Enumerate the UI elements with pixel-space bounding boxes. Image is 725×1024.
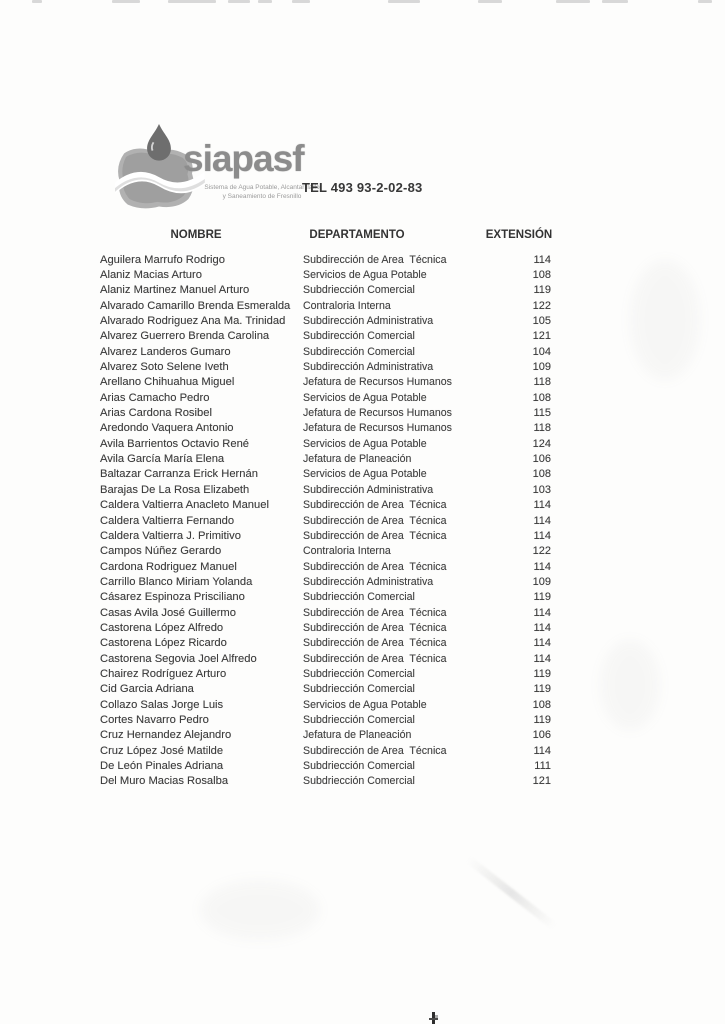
department-cell: Contraloria Interna	[303, 545, 391, 558]
department-cell: Subdirección de Area Técnica	[303, 652, 447, 665]
extension-cell: 118	[533, 376, 551, 389]
name-cell: Avila Barrientos Octavio René	[100, 437, 250, 450]
tagline-line1: Sistema de Agua Potable, Alcantarillado	[204, 184, 320, 191]
table-row	[100, 298, 551, 313]
department-cell: Servicios de Agua Potable	[303, 391, 427, 404]
extension-cell: 118	[533, 422, 551, 435]
extension-cell: 108	[532, 468, 551, 481]
tagline-line2: y Saneamiento de Fresnillo	[222, 192, 302, 200]
department-cell: Subdriección Comercial	[303, 775, 415, 788]
extension-cell: 109	[532, 575, 551, 588]
department-cell: Jefatura de Recursos Humanos	[303, 422, 452, 435]
table-row	[100, 728, 551, 743]
name-cell: Alaniz Martinez Manuel Arturo	[100, 284, 250, 297]
department-cell: Contraloria Interna	[303, 299, 391, 312]
department-cell: Subdirección de Area Técnica	[303, 637, 447, 650]
extension-cell: 121	[532, 775, 551, 788]
name-cell: De León Pinales Adriana	[100, 760, 224, 773]
department-cell: Subdirección Comercial	[303, 345, 415, 358]
table-row	[100, 712, 551, 727]
department-cell: Subdirección Administrativa	[303, 361, 434, 374]
column-header-extension: EXTENSIÓN	[485, 229, 553, 241]
extension-cell: 104	[532, 345, 551, 358]
department-cell: Subdirección de Area Técnica	[303, 529, 447, 542]
table-row	[100, 313, 551, 328]
name-cell: Arias Cardona Rosibel	[100, 407, 212, 420]
name-cell: Caldera Valtierra Fernando	[100, 514, 235, 527]
table-row	[100, 252, 551, 267]
extension-cell: 114	[533, 560, 551, 573]
name-cell: Cruz López José Matilde	[100, 744, 224, 757]
extension-cell: 103	[532, 483, 551, 496]
name-cell: Cruz Hernandez Alejandro	[100, 729, 232, 742]
extension-cell: 119	[533, 591, 551, 604]
table-row	[100, 267, 551, 282]
extension-table	[100, 252, 551, 789]
table-row	[100, 758, 551, 773]
name-cell: Alvarez Landeros Gumaro	[100, 345, 231, 358]
name-cell: Alvarado Rodriguez Ana Ma. Trinidad	[100, 315, 286, 328]
name-cell: Cid Garcia Adriana	[100, 683, 194, 696]
name-cell: Castorena López Ricardo	[100, 637, 227, 650]
table-row	[100, 375, 551, 390]
extension-cell: 122	[532, 545, 551, 558]
department-cell: Subdirección de Area Técnica	[303, 514, 447, 527]
extension-cell: 106	[532, 729, 551, 742]
department-cell: Subdirección Administrativa	[303, 315, 434, 328]
department-cell: Subdirección Comercial	[303, 330, 415, 343]
department-cell: Jefatura de Recursos Humanos	[303, 407, 452, 420]
name-cell: Barajas De La Rosa Elizabeth	[100, 483, 250, 496]
extension-cell: 119	[533, 284, 551, 297]
extension-cell: 114	[533, 621, 551, 634]
department-cell: Subdriección Comercial	[303, 760, 415, 773]
department-cell: Subdirección Administrativa	[303, 575, 434, 588]
extension-cell: 105	[532, 315, 551, 328]
department-cell: Subdirección de Area Técnica	[303, 744, 447, 757]
table-row	[100, 636, 551, 651]
siapasf-logo	[113, 122, 403, 212]
name-cell: Alvarez Guerrero Brenda Carolina	[100, 330, 270, 343]
extension-cell: 115	[533, 407, 551, 420]
department-cell: Jefatura de Planeación	[303, 453, 412, 466]
name-cell: Cásarez Espinoza Prisciliano	[100, 591, 245, 604]
name-cell: Caldera Valtierra J. Primitivo	[100, 529, 241, 542]
extension-cell: 119	[533, 713, 551, 726]
name-cell: Chairez Rodríguez Arturo	[100, 667, 227, 680]
department-cell: Subdirección Administrativa	[303, 483, 434, 496]
extension-cell: 124	[532, 437, 551, 450]
department-cell: Subdriección Comercial	[303, 683, 415, 696]
table-row	[100, 559, 551, 574]
name-cell: Casas Avila José Guillermo	[100, 606, 236, 619]
department-cell: Servicios de Agua Potable	[303, 269, 427, 282]
extension-cell: 106	[532, 453, 551, 466]
scan-smudge	[600, 640, 660, 730]
department-cell: Subdriección Comercial	[303, 284, 415, 297]
department-cell: Servicios de Agua Potable	[303, 468, 427, 481]
table-row	[100, 574, 551, 589]
department-cell: Jefatura de Recursos Humanos	[303, 376, 452, 389]
table-row	[100, 774, 551, 789]
name-cell: Arias Camacho Pedro	[100, 391, 210, 404]
table-row	[100, 544, 551, 559]
name-cell: Alvarez Soto Selene Iveth	[100, 361, 229, 374]
name-cell: Castorena Segovia Joel Alfredo	[100, 652, 257, 665]
phone-number: TEL 493 93-2-02-83	[302, 180, 423, 195]
table-row	[100, 528, 551, 543]
department-cell: Subdirección de Area Técnica	[303, 499, 447, 512]
table-row	[100, 605, 551, 620]
scan-smudge	[200, 880, 320, 940]
column-header-nombre: NOMBRE	[170, 229, 222, 241]
table-row	[100, 329, 551, 344]
name-cell: Alvarado Camarillo Brenda Esmeralda	[100, 299, 291, 312]
name-cell: Avila García María Elena	[100, 453, 225, 466]
column-header-departamento: DEPARTAMENTO	[309, 229, 405, 241]
extension-cell: 122	[532, 299, 551, 312]
extension-cell: 114	[533, 652, 551, 665]
table-row	[100, 620, 551, 635]
extension-cell: 114	[533, 499, 551, 512]
department-cell: Subdirección de Area Técnica	[303, 606, 447, 619]
extension-cell: 108	[532, 391, 551, 404]
extension-cell: 108	[532, 698, 551, 711]
table-row	[100, 651, 551, 666]
name-cell: Baltazar Carranza Erick Hernán	[100, 468, 258, 481]
extension-cell: 114	[533, 606, 551, 619]
department-cell: Subdirección de Area Técnica	[303, 253, 447, 266]
department-cell: Servicios de Agua Potable	[303, 698, 427, 711]
table-row	[100, 390, 551, 405]
scan-smudge	[630, 260, 700, 380]
name-cell: Del Muro Macias Rosalba	[100, 775, 229, 788]
extension-cell: 108	[532, 269, 551, 282]
extension-cell: 114	[533, 529, 551, 542]
name-cell: Castorena López Alfredo	[100, 621, 224, 634]
scan-ink-mark	[429, 1010, 439, 1024]
name-cell: Campos Núñez Gerardo	[100, 545, 222, 558]
name-cell: Cardona Rodriguez Manuel	[100, 560, 237, 573]
extension-cell: 114	[533, 637, 551, 650]
table-row	[100, 467, 551, 482]
extension-cell: 119	[533, 683, 551, 696]
name-cell: Arellano Chihuahua Miguel	[100, 376, 235, 389]
brand-text: siapasf	[183, 138, 304, 179]
table-row	[100, 451, 551, 466]
department-cell: Subdriección Comercial	[303, 591, 415, 604]
table-row	[100, 513, 551, 528]
name-cell: Aguilera Marrufo Rodrigo	[100, 253, 225, 266]
table-row	[100, 359, 551, 374]
name-cell: Caldera Valtierra Anacleto Manuel	[100, 499, 269, 512]
table-row	[100, 590, 551, 605]
extension-cell: 114	[533, 514, 551, 527]
table-row	[100, 344, 551, 359]
department-cell: Jefatura de Planeación	[303, 729, 412, 742]
department-cell: Subdriección Comercial	[303, 713, 415, 726]
table-row	[100, 743, 551, 758]
extension-cell: 114	[533, 744, 551, 757]
extension-cell: 109	[532, 361, 551, 374]
table-row	[100, 283, 551, 298]
table-row	[100, 436, 551, 451]
name-cell: Carrillo Blanco Miriam Yolanda	[100, 575, 253, 588]
extension-cell: 119	[533, 667, 551, 680]
table-row	[100, 682, 551, 697]
extension-cell: 114	[533, 253, 551, 266]
extension-cell: 121	[532, 330, 551, 343]
name-cell: Cortes Navarro Pedro	[100, 713, 209, 726]
table-row	[100, 482, 551, 497]
name-cell: Aredondo Vaquera Antonio	[100, 422, 234, 435]
name-cell: Alaniz Macias Arturo	[100, 269, 202, 282]
extension-cell: 111	[534, 760, 551, 773]
scan-streak	[466, 856, 558, 930]
department-cell: Servicios de Agua Potable	[303, 437, 427, 450]
table-row	[100, 498, 551, 513]
table-row	[100, 697, 551, 712]
department-cell: Subdriección Comercial	[303, 667, 415, 680]
department-cell: Subdirección de Area Técnica	[303, 560, 447, 573]
table-row	[100, 666, 551, 681]
name-cell: Collazo Salas Jorge Luis	[100, 698, 224, 711]
table-row	[100, 421, 551, 436]
department-cell: Subdirección de Area Técnica	[303, 621, 447, 634]
table-row	[100, 405, 551, 420]
table-column-headers	[100, 229, 551, 243]
